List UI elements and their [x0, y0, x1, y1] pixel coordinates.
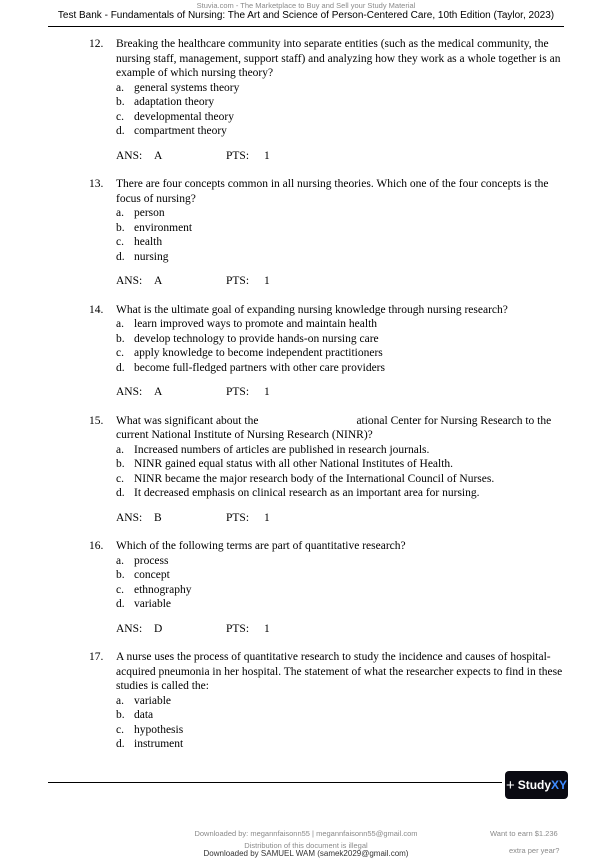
points-value: 1 — [264, 386, 270, 398]
downloaded-by-line: Downloaded by: megannfaisonn55 | megannfaisonn55@gmail.com — [194, 829, 418, 838]
option-a — [116, 443, 612, 458]
option-letter: a. — [116, 694, 124, 707]
question-16 — [0, 539, 612, 636]
points-label: PTS: — [226, 386, 250, 398]
question-12 — [0, 37, 612, 163]
option-a — [116, 317, 612, 332]
question-15 — [0, 414, 612, 526]
answer-row — [116, 511, 612, 526]
option-letter: a. — [116, 554, 124, 567]
option-letter: c. — [116, 583, 124, 596]
option-c — [116, 472, 612, 487]
answer-row — [116, 274, 612, 289]
question-list — [0, 37, 612, 766]
option-letter: c. — [116, 723, 124, 736]
option-letter: c. — [116, 347, 124, 359]
answer-value: B — [154, 511, 162, 524]
question-text: What is the ultimate goal of expanding nursing knowledge through nursing research? — [116, 303, 508, 316]
option-a — [116, 81, 612, 96]
answer-label: ANS: — [116, 275, 143, 287]
option-text: develop technology to provide hands-on nursing care — [134, 332, 379, 345]
earn-promo-line-1[interactable]: Want to earn $1.236 — [490, 829, 558, 838]
distribution-notice: Distribution of this document is illegal — [244, 841, 368, 850]
option-letter: b. — [116, 96, 125, 108]
question-number: 14. — [89, 303, 104, 316]
answer-label: ANS: — [116, 386, 143, 398]
option-text: apply knowledge to become independent practitioners — [134, 347, 383, 359]
studyxy-badge[interactable] — [505, 771, 568, 799]
option-letter: c. — [116, 110, 124, 123]
option-text: data — [134, 709, 154, 721]
option-letter: d. — [116, 361, 125, 374]
option-text: NINR gained equal status with all other National Institutes of Health. — [134, 458, 454, 470]
option-text: adaptation theory — [134, 96, 215, 108]
option-a — [116, 554, 612, 569]
option-letter: c. — [116, 236, 124, 248]
option-text: variable — [134, 694, 172, 707]
question-text: Which of the following terms are part of quantitative research? — [116, 540, 406, 552]
points-label: PTS: — [226, 149, 250, 162]
option-text: general systems theory — [134, 81, 240, 94]
option-text: learn improved ways to promote and maintain health — [134, 318, 378, 330]
option-b — [116, 708, 612, 723]
option-letter: d. — [116, 738, 125, 750]
question-17 — [0, 650, 612, 752]
option-text: person — [134, 207, 165, 219]
option-c — [116, 723, 612, 738]
option-text: health — [134, 236, 163, 248]
question-text — [116, 414, 564, 443]
option-text: hypothesis — [134, 723, 184, 736]
question-text: There are four concepts common in all nursing theories. Which one of the four concepts is the focus of nursing? — [116, 178, 549, 205]
option-text: developmental theory — [134, 110, 234, 123]
question-text-end: ational Center for Nursing Research to the current National Institute of Nursing Research (NINR)? — [116, 414, 552, 441]
option-letter: d. — [116, 250, 125, 263]
option-d — [116, 250, 612, 265]
question-number: 15. — [89, 414, 104, 427]
option-letter: b. — [116, 569, 125, 581]
option-letter: b. — [116, 332, 125, 345]
option-letter: a. — [116, 318, 124, 330]
option-c — [116, 346, 612, 361]
option-text: Increased numbers of articles are published in research journals. — [134, 443, 430, 456]
option-text: variable — [134, 598, 172, 610]
answer-value: A — [154, 386, 163, 398]
option-list — [116, 443, 612, 501]
points-label: PTS: — [226, 511, 250, 524]
answer-value: D — [154, 622, 163, 635]
option-text: process — [134, 554, 169, 567]
badge-study-text: Study — [517, 778, 552, 792]
option-letter: c. — [116, 472, 124, 485]
option-b — [116, 332, 612, 347]
option-text: concept — [134, 569, 170, 581]
redaction-block — [258, 416, 356, 426]
option-b — [116, 457, 612, 472]
option-letter: b. — [116, 458, 125, 470]
option-letter: a. — [116, 81, 124, 94]
option-b — [116, 95, 612, 110]
question-text: A nurse uses the process of quantitative research to study the incidence and causes of hospital-acquired pneumonia in her hospital. The statement of what the researcher expects to find in these studies is called the: — [116, 651, 563, 692]
answer-row — [116, 149, 612, 164]
option-text: It decreased emphasis on clinical research as an important area for nursing. — [134, 487, 480, 499]
option-text: nursing — [134, 250, 169, 263]
option-text: ethnography — [134, 583, 192, 596]
option-letter: a. — [116, 443, 124, 456]
question-13 — [0, 177, 612, 289]
answer-label: ANS: — [116, 149, 143, 162]
option-c — [116, 235, 612, 250]
points-value: 1 — [264, 622, 270, 635]
badge-xy-text: XY — [551, 778, 568, 792]
answer-label: ANS: — [116, 511, 143, 524]
option-text: compartment theory — [134, 125, 227, 137]
option-d — [116, 597, 612, 612]
option-d — [116, 737, 612, 752]
option-list — [116, 206, 612, 264]
option-a — [116, 206, 612, 221]
option-b — [116, 221, 612, 236]
plus-icon: + — [505, 776, 515, 794]
option-letter: b. — [116, 221, 125, 234]
question-14 — [0, 303, 612, 400]
option-text: NINR became the major research body of the International Council of Nurses. — [134, 472, 495, 485]
page-header-title: Test Bank - Fundamentals of Nursing: The Art and Science of Person-Centered Care, 10th Edition (Taylor, 2023) — [57, 10, 555, 21]
option-letter: d. — [116, 598, 125, 610]
answer-value: A — [154, 149, 163, 162]
answer-value: A — [154, 275, 163, 287]
question-number: 16. — [89, 540, 104, 552]
option-d — [116, 486, 612, 501]
option-text: become full-fledged partners with other care providers — [134, 361, 385, 374]
option-text: environment — [134, 221, 193, 234]
question-number: 17. — [89, 651, 104, 663]
question-number: 13. — [89, 178, 104, 190]
option-list — [116, 554, 612, 612]
option-b — [116, 568, 612, 583]
points-value: 1 — [264, 149, 270, 162]
question-text: Breaking the healthcare community into separate entities (such as the medical community, the nursing staff, management, support staff) and analyzing how they work as a whole together is an example of which nursing theory? — [116, 38, 561, 79]
option-d — [116, 361, 612, 376]
question-text-start: What was significant about the — [116, 414, 259, 427]
option-letter: d. — [116, 125, 125, 137]
option-c — [116, 583, 612, 598]
footer-divider — [48, 782, 502, 783]
option-a — [116, 694, 612, 709]
header-divider — [48, 26, 564, 27]
option-c — [116, 110, 612, 125]
answer-label: ANS: — [116, 622, 143, 635]
stuvia-watermark: Stuvia.com - The Marketplace to Buy and Sell your Study Material — [196, 1, 416, 10]
option-d — [116, 124, 612, 139]
option-letter: a. — [116, 207, 124, 219]
earn-promo-line-2[interactable]: extra per year? — [509, 846, 560, 855]
points-label: PTS: — [226, 275, 250, 287]
option-list — [116, 694, 612, 752]
downloaded-by-line-2: Downloaded by SAMUEL WAM (samek2029@gmail.com) — [203, 849, 409, 858]
option-list — [116, 81, 612, 139]
option-letter: d. — [116, 487, 125, 499]
option-list — [116, 317, 612, 375]
points-value: 1 — [264, 511, 270, 524]
points-label: PTS: — [226, 622, 250, 635]
option-letter: b. — [116, 709, 125, 721]
question-number: 12. — [89, 38, 104, 50]
points-value: 1 — [264, 275, 270, 287]
answer-row — [116, 622, 612, 637]
option-text: instrument — [134, 738, 184, 750]
answer-row — [116, 385, 612, 400]
